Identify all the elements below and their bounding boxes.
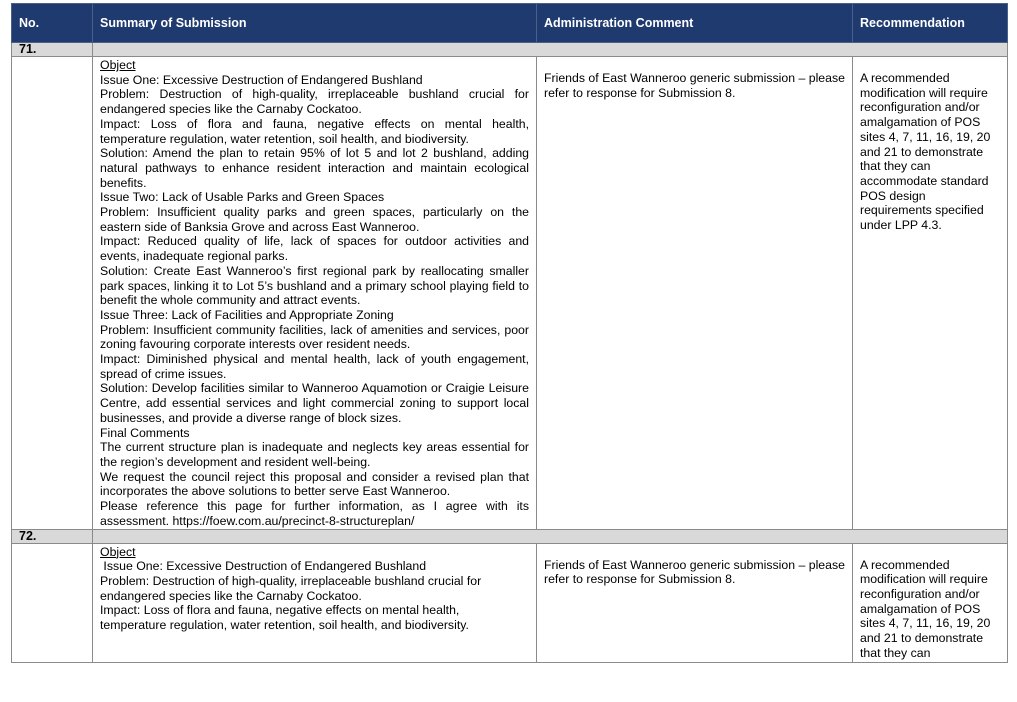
summary-line: Problem: Destruction of high-quality, irreplaceable bushland crucial for endangered species like the Carnaby Cockatoo.	[100, 573, 482, 603]
number-cell	[12, 57, 93, 530]
section-row	[12, 529, 1008, 543]
summary-line: Solution: Develop facilities similar to Wanneroo Aquamotion or Craigie Leisure Centre, add essential services and light commercial zoning to support local businesses, and provide a diverse range of block sizes.	[100, 381, 529, 425]
submission-number: 71.	[12, 43, 93, 57]
summary-line: We request the council reject this proposal and consider a revised plan that incorporates the above solutions to better serve East Wanneroo.	[100, 469, 529, 499]
summary-line: Issue One: Excessive Destruction of Endangered Bushland	[100, 72, 423, 87]
submissions-table	[11, 3, 1008, 663]
summary-line: Solution: Create East Wanneroo’s first regional park by reallocating smaller park spaces, linking it to Lot 5’s bushland and a primary school playing field to benefit the whole community and attract events.	[100, 263, 529, 308]
admin-comment-cell	[537, 57, 853, 530]
header-summary: Summary of Submission	[93, 4, 537, 43]
object-label: Object	[100, 58, 136, 72]
submission-row	[12, 57, 1008, 530]
summary-line: Problem: Destruction of high-quality, irreplaceable bushland crucial for endangered species like the Carnaby Cockatoo.	[100, 87, 529, 117]
admin-comment: Friends of East Wanneroo generic submission – please refer to response for Submission 8.	[544, 71, 845, 100]
admin-comment: Friends of East Wanneroo generic submission – please refer to response for Submission 8.	[544, 557, 845, 587]
number-cell	[12, 543, 93, 662]
recommendation: A recommended modification will require reconfiguration and/or amalgamation of POS sites 4, 7, 11, 16, 19, 20 and 21 to demonstrate that they can	[860, 557, 991, 660]
admin-comment-cell	[537, 543, 853, 662]
summary-line: Problem: Insufficient quality parks and green spaces, particularly on the eastern side of Banksia Grove and across East Wanneroo.	[100, 205, 529, 234]
summary-line: Issue One: Excessive Destruction of Endangered Bushland	[100, 559, 427, 574]
summary-line: Issue Three: Lack of Facilities and Appropriate Zoning	[100, 307, 394, 322]
section-spacer	[93, 529, 1008, 543]
summary-line: Impact: Reduced quality of life, lack of spaces for outdoor activities and events, inadequate regional parks.	[100, 234, 529, 264]
summary-line: Impact: Loss of flora and fauna, negative effects on mental health, temperature regulation, water retention, soil health, and biodiversity.	[100, 603, 469, 633]
summary-line: The current structure plan is inadequate and neglects key areas essential for the region’s development and resident well-being.	[100, 440, 529, 469]
header-recommendation: Recommendation	[853, 4, 1008, 43]
submission-row	[12, 543, 1008, 662]
header-no: No.	[12, 4, 93, 43]
submission-number: 72.	[12, 529, 93, 543]
recommendation-cell	[853, 57, 1008, 530]
header-row	[12, 4, 1008, 43]
object-label: Object	[100, 544, 136, 559]
section-spacer	[93, 43, 1008, 57]
summary-line: Solution: Amend the plan to retain 95% of lot 5 and lot 2 bushland, adding natural pathways to enhance resident interaction and maintain ecological benefits.	[100, 146, 529, 190]
recommendation-cell	[853, 543, 1008, 662]
summary-line: Final Comments	[100, 425, 190, 440]
summary-cell	[93, 543, 537, 662]
summary-line: Problem: Insufficient community facilities, lack of amenities and services, poor zoning favouring corporate interests over resident needs.	[100, 322, 529, 352]
summary-line: Impact: Loss of flora and fauna, negative effects on mental health, temperature regulation, water retention, soil health, and biodiversity.	[100, 116, 529, 146]
summary-line: Please reference this page for further information, as I agree with its assessment. https://foew.com.au/precinct-8-structureplan/	[100, 499, 529, 528]
header-admin-comment: Administration Comment	[537, 4, 853, 43]
summary-cell	[93, 57, 537, 530]
section-row	[12, 43, 1008, 57]
recommendation: A recommended modification will require reconfiguration and/or amalgamation of POS sites 4, 7, 11, 16, 19, 20 and 21 to demonstrate that they can accommodate standard POS design requirements specified under LPP 4.3.	[860, 71, 991, 233]
summary-line: Issue Two: Lack of Usable Parks and Green Spaces	[100, 190, 385, 205]
summary-line: Impact: Diminished physical and mental health, lack of youth engagement, spread of crime issues.	[100, 352, 529, 381]
